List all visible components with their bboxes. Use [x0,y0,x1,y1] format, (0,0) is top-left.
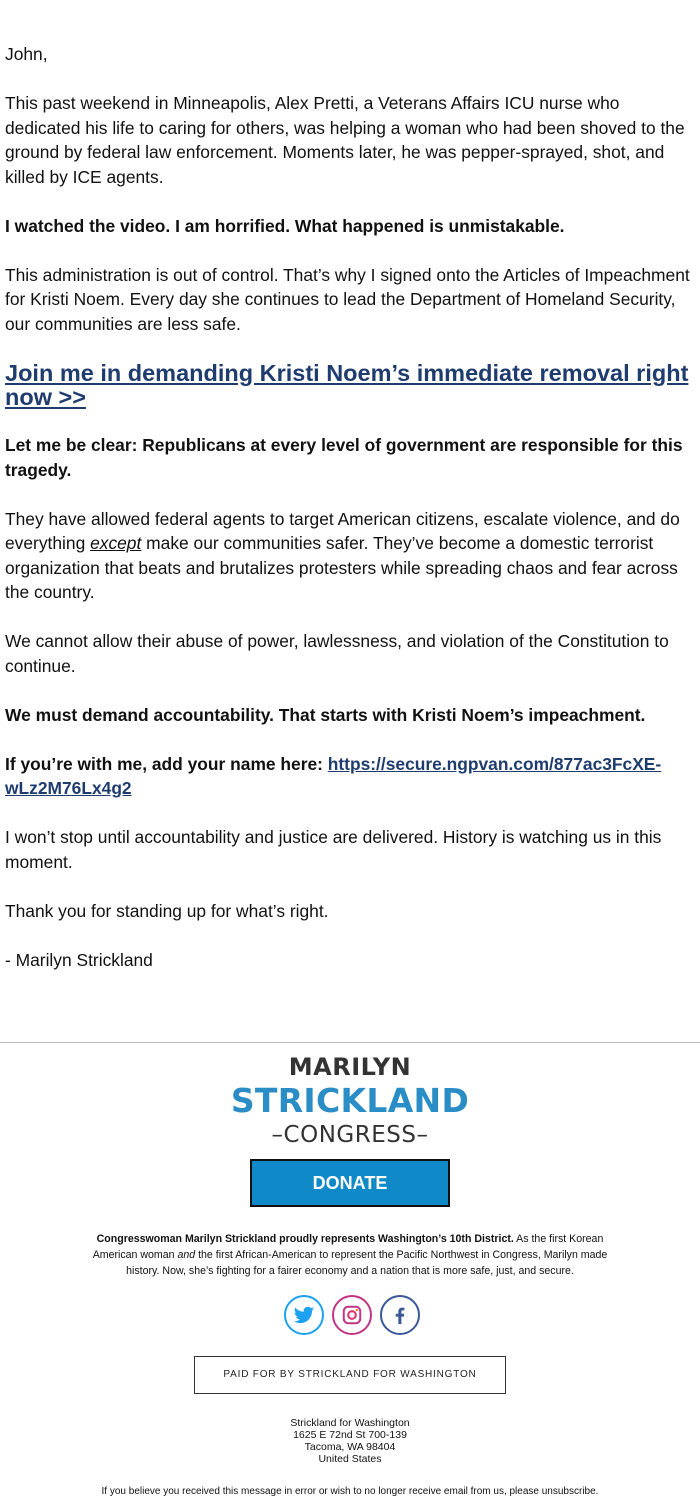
instagram-icon[interactable] [332,1295,372,1335]
paragraph-demand: We must demand accountability. That starts with Kristi Noem’s impeachment. [5,704,646,725]
petition-url-link[interactable]: https://secure.ngpvan.com/877ac3FcXE-wLz2M76Lx4g2 [5,753,662,798]
emphasis-except: except [90,533,142,553]
facebook-icon[interactable] [380,1295,420,1335]
bio-a: As the first Korean American woman [92,1233,604,1261]
add-name-label: If you’re with me, add your name here: [5,753,328,774]
paragraph-administration: This administration is out of control. That’s why I signed onto the Articles of Impeachment for Kristi Noem. Every day she continues to lead the Department of Homeland Security, our communities are less safe. [5,264,690,334]
logo-congress: –CONGRESS– [271,1122,429,1148]
donate-button[interactable]: DONATE [250,1159,450,1207]
bio-b: the first African-American to represent the Pacific Northwest in Congress, Marilyn made history. Now, she’s fighting for a fairer economy and a nation that is more safe, just, and secure. [126,1249,608,1277]
campaign-logo [0,1052,700,1150]
paid-for-disclaimer: PAID FOR BY STRICKLAND FOR WASHINGTON [194,1356,506,1394]
address-line-2: 1625 E 72nd St 700-139 [293,1429,407,1441]
address-line-4: United States [318,1453,382,1465]
paragraph-wont-stop: I won’t stop until accountability and justice are delivered. History is watching us in this moment. [5,827,662,872]
cta-headline [5,361,693,409]
paragraph-incident: This past weekend in Minneapolis, Alex Pretti, a Veterans Affairs ICU nurse who dedicated his life to caring for others, was helping a woman who had been shoved to the ground by federal law enforcement. Moments later, he was pepper-sprayed, shot, and killed by ICE agents. [5,93,685,187]
paragraph-allowed-b: make our communities safer. They’ve become a domestic terrorist organization that beats and brutalizes protesters while spreading chaos and fear across the country. [5,533,678,602]
logo-last-name: STRICKLAND [230,1081,470,1120]
paragraph-allowed [5,507,693,605]
bio-text [75,1231,625,1279]
paragraph-horrified: I watched the video. I am horrified. What happened is unmistakable. [5,215,565,236]
paragraph-clear: Let me be clear: Republicans at every level of government are responsible for this tragedy. [5,435,683,480]
unsubscribe-notice[interactable]: If you believe you received this message in error or wish to no longer receive email from us, please unsubscribe. [101,1486,599,1497]
address-line-3: Tacoma, WA 98404 [304,1441,396,1453]
cta-link[interactable]: Join me in demanding Kristi Noem’s immediate removal right now >> [5,359,689,410]
paragraph-add-name [5,752,693,801]
signature: - Marilyn Strickland [5,949,153,970]
email-body [5,42,693,997]
twitter-icon[interactable] [284,1295,324,1335]
address-line-1: Strickland for Washington [290,1417,410,1429]
logo-first-name: MARILYN [288,1053,412,1081]
paragraph-cannot-allow: We cannot allow their abuse of power, lawlessness, and violation of the Constitution to continue. [5,631,669,676]
bio-em: and [177,1249,196,1261]
paragraph-allowed-a: They have allowed federal agents to target American citizens, escalate violence, and do everything [5,508,680,553]
paragraph-thank-you: Thank you for standing up for what’s right. [5,900,329,921]
greeting: John, [5,44,48,64]
mailing-address [200,1417,500,1465]
bio-bold: Congresswoman Marilyn Strickland proudly represents Washington’s 10th District. [96,1233,514,1245]
footer-divider [0,1042,700,1043]
